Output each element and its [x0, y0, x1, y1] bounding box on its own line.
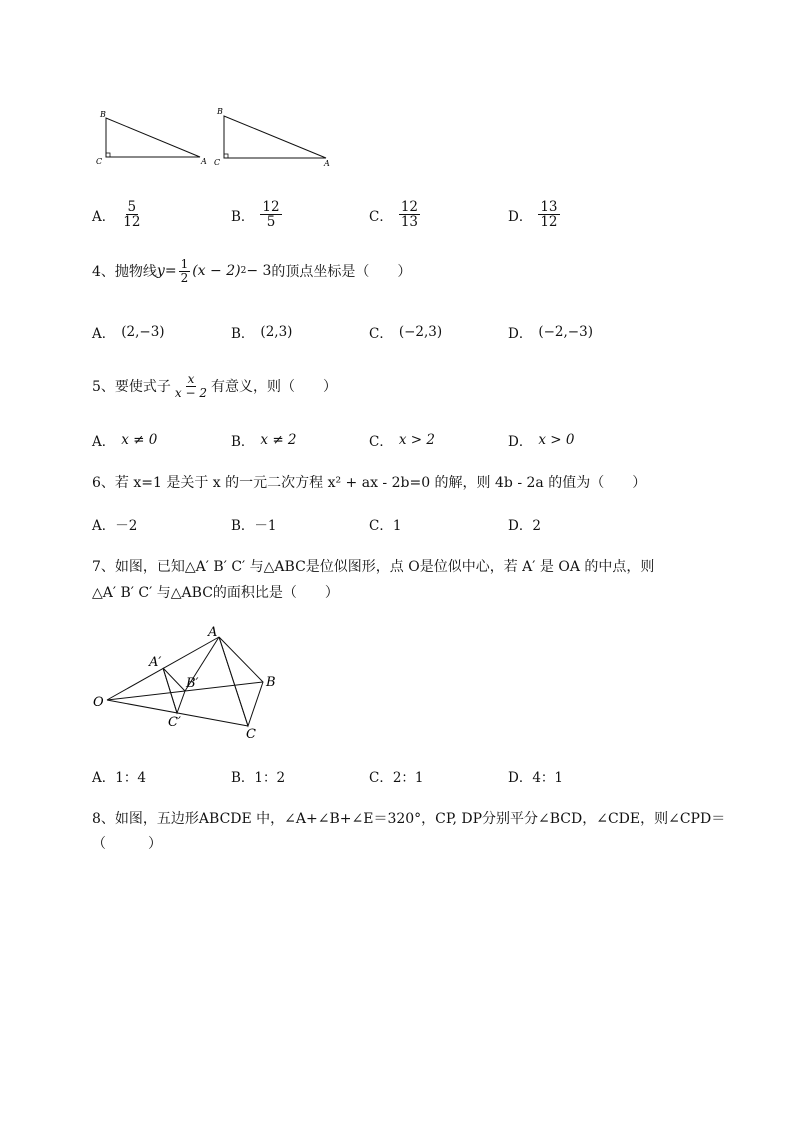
label-A-right: A	[324, 159, 330, 168]
label-A-left: A	[201, 157, 207, 166]
q3-option-b[interactable]	[231, 200, 282, 229]
q7-option-a[interactable]: A．1：4	[92, 770, 146, 786]
q4-option-a[interactable]: A． (2,−3)	[92, 324, 165, 342]
q7-question-line2: △A′ B′ C′ 与△ABC的面积比是（ ）	[92, 585, 339, 601]
q5-prefix: 5、要使式子	[92, 379, 171, 396]
option-letter: B．	[231, 208, 255, 225]
q6-option-d[interactable]: D．2	[508, 518, 541, 534]
fraction: $\frac{13}{12}$	[540, 199, 558, 231]
fraction: $\frac{12}{5}$	[262, 199, 280, 231]
q4-eq: =	[164, 263, 177, 280]
label-C: C	[246, 727, 256, 742]
q5-option-d[interactable]: D． x > 0	[508, 432, 575, 450]
q6-option-a[interactable]: A．－2	[92, 518, 138, 534]
q4-option-d[interactable]: D． (−2,−3)	[508, 324, 593, 342]
label-B1: B′	[186, 676, 199, 691]
q7-option-b[interactable]: B．1：2	[231, 770, 286, 786]
label-B: B	[266, 675, 276, 690]
q3-option-d[interactable]	[508, 200, 560, 229]
triangle-right	[214, 107, 330, 168]
q5-fraction: $\frac{x}{x - 2}$	[174, 372, 208, 400]
triangle-A1B1C1	[163, 668, 185, 713]
q4-y: y	[156, 263, 165, 280]
q7-question-line1: 7、如图，已知△A′ B′ C′ 与△ABC是位似图形，点 O是位似中心，若 A′ 是 OA 的中点，则	[92, 559, 655, 575]
label-C-left: C	[96, 157, 103, 166]
q8-question-line2: （ ）	[92, 836, 162, 852]
q5-option-c[interactable]: C． x > 2	[369, 432, 435, 450]
q3-triangles-figure	[90, 100, 350, 175]
label-O: O	[93, 695, 104, 710]
fraction: $\frac{12}{13}$	[400, 199, 419, 231]
q5-option-b[interactable]: B． x ≠ 2	[231, 432, 297, 450]
triangle-ABC	[219, 637, 263, 726]
label-A: A	[208, 625, 218, 640]
q7-option-c[interactable]: C．2：1	[369, 770, 424, 786]
q5-question	[92, 373, 337, 399]
q7-homothety-figure	[88, 620, 298, 745]
label-A1: A′	[149, 655, 162, 670]
q6-question: 6、若 x=1 是关于 x 的一元二次方程 x² + ax - 2b=0 的解，则 4b - 2a 的值为（ ）	[92, 475, 647, 491]
label-C-right: C	[214, 158, 221, 167]
q3-option-a[interactable]	[92, 200, 142, 229]
q6-option-c[interactable]: C．1	[369, 518, 402, 534]
label-C1: C′	[168, 715, 181, 730]
fraction: $\frac{5}{12}$	[123, 199, 141, 231]
q4-option-b[interactable]: B． (2,3)	[231, 324, 293, 342]
q5-suffix: 有意义，则（ ）	[211, 379, 338, 396]
option-letter: A．	[92, 208, 116, 225]
q4-question	[92, 258, 411, 284]
q4-tail: − 3	[246, 263, 272, 280]
q7-option-d[interactable]: D．4：1	[508, 770, 564, 786]
q4-fraction: $\frac{1}{2}$	[180, 257, 189, 285]
option-letter: D．	[508, 208, 533, 225]
q8-question-line1: 8、如图，五边形ABCDE 中，∠A+∠B+∠E＝320°，CP, DP分别平分∠BCD，∠CDE，则∠CPD＝	[92, 811, 726, 827]
triangle-left	[96, 110, 207, 166]
q4-suffix: 的顶点坐标是（ ）	[271, 264, 412, 281]
label-B-right: B	[217, 107, 223, 116]
q4-expr: (x − 2)	[192, 263, 241, 280]
q6-option-b[interactable]: B．－1	[231, 518, 277, 534]
q4-prefix: 4、抛物线	[92, 264, 157, 281]
q5-option-a[interactable]: A． x ≠ 0	[92, 432, 158, 450]
option-letter: C．	[369, 208, 393, 225]
label-B-left: B	[100, 110, 106, 119]
q4-option-c[interactable]: C． (−2,3)	[369, 324, 443, 342]
q4-sup: 2	[240, 266, 247, 277]
q3-option-c[interactable]	[369, 200, 420, 229]
